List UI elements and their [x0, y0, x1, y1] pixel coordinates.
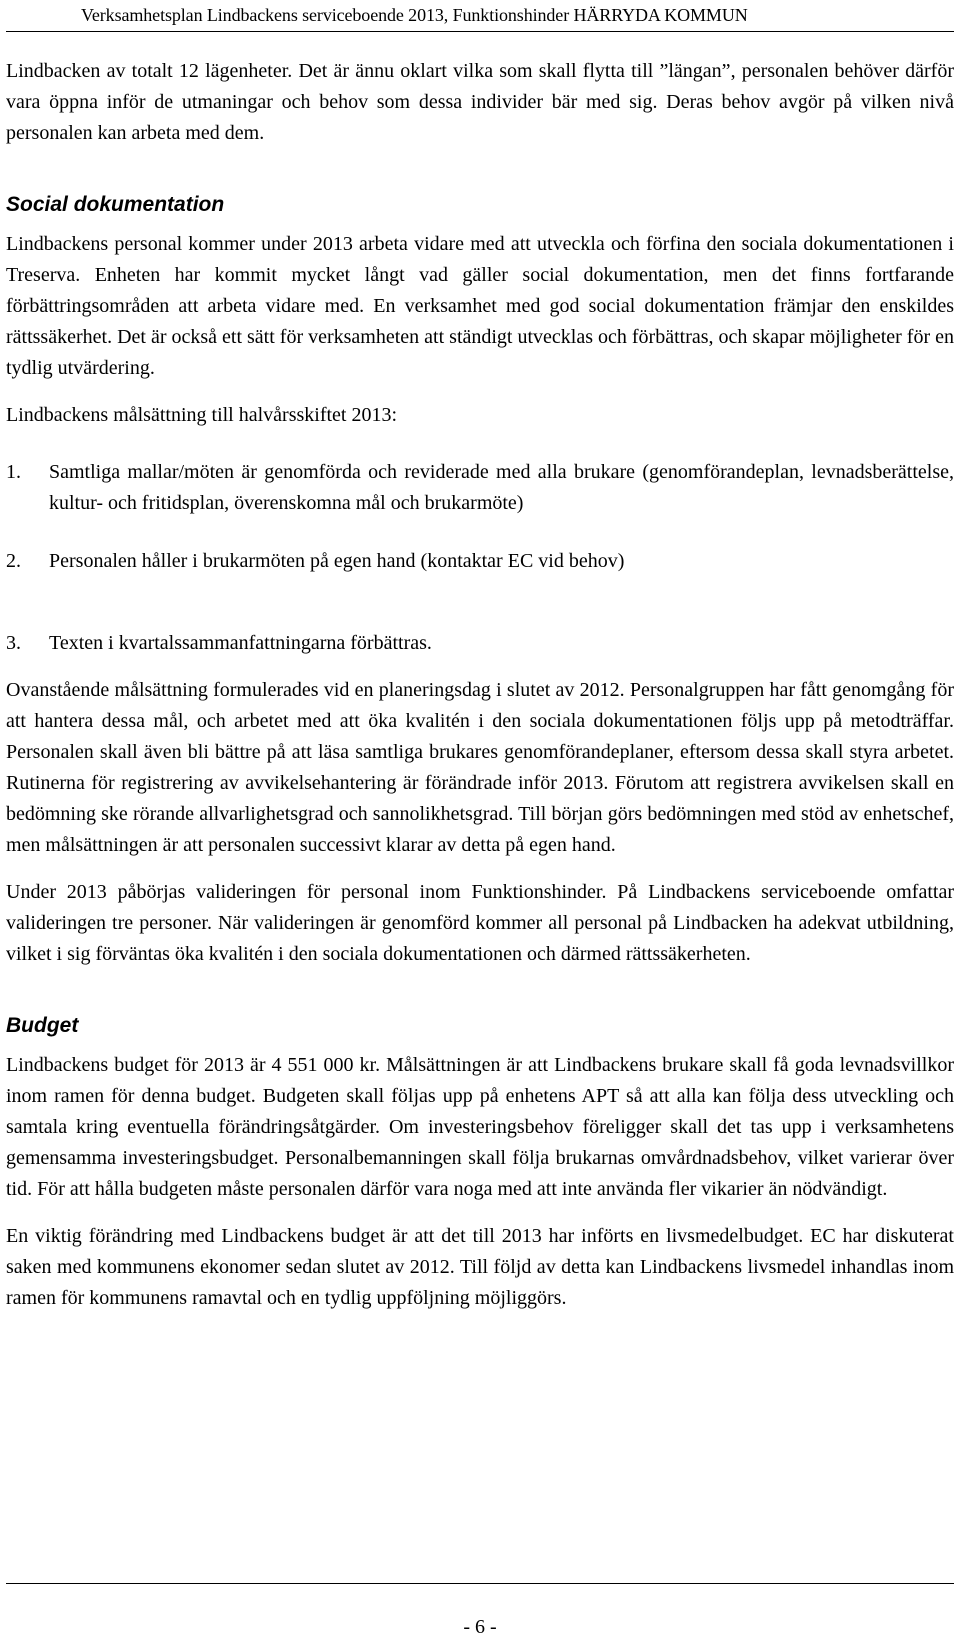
list-item-text: Samtliga mallar/möten är genomförda och reviderade med alla brukare (genomförandeplan, levnadsberättelse, kultur- och fritidsplan, överenskomna mål och brukarmöte) [49, 461, 954, 514]
section-heading-social-documentation: Social dokumentation [6, 193, 225, 216]
intro-paragraph: Lindbacken av totalt 12 lägenheter. Det är ännu oklart vilka som skall flytta till ”längan”, personalen behöver därför vara öppna inför de utmaningar och behov som dessa individer bär med sig. Deras behov avgör på vilken nivå personalen kan arbeta med dem. [6, 60, 954, 144]
footer-divider [6, 1583, 954, 1584]
goals-followup-paragraph: Ovanstående målsättning formulerades vid en planeringsdag i slutet av 2012. Personalgruppen har fått genomgång för att hantera dessa mål, och arbetet med att öka kvalitén i den sociala dokumentationen följs upp på metodträffar. Personalen skall även bli bättre på att läsa samtliga brukares genomförandeplaner, eftersom dessa skall styra arbetet. Rutinerna för registrering av avvikelsehantering är förändrade inför 2013. Förutom att registrera avvikelsen skall en bedömning ske rörande allvarlighetsgrad och sannolikhetsgrad. Till början görs bedömningen med stöd av enhetschef, men målsättningen är att personalen successivt klarar av detta på egen hand. [6, 679, 954, 856]
running-header: Verksamhetsplan Lindbackens serviceboende 2013, Funktionshinder HÄRRYDA KOMMUN [81, 5, 748, 25]
list-item-text: Personalen håller i brukarmöten på egen hand (kontaktar EC vid behov) [49, 550, 625, 572]
list-item-number: 3. [6, 632, 21, 654]
goals-list [6, 457, 954, 659]
social-documentation-paragraph: Lindbackens personal kommer under 2013 arbeta vidare med att utveckla och förfina den sociala dokumentationen i Treserva. Enheten har kommit mycket långt vad gäller social dokumentation, men det finns fortfarande förbättringsområden att arbeta vidare med. En verksamhet med god social dokumentation främjar den enskildes rättssäkerhet. Det är också ett sätt för verksamheten att ständigt utvecklas och förbättras, och skapar möjligheter för en tydlig utvärdering. [6, 233, 954, 379]
list-item [6, 546, 954, 577]
document-page [6, 0, 954, 1646]
section-heading-budget: Budget [6, 1014, 79, 1037]
list-item [6, 457, 954, 519]
validation-paragraph: Under 2013 påbörjas valideringen för personal inom Funktionshinder. På Lindbackens serviceboende omfattar valideringen tre personer. När valideringen är genomförd kommer all personal på Lindbacken ha adekvat utbildning, vilket i sig förväntas öka kvalitén i den sociala dokumentationen och därmed rättssäkerheten. [6, 881, 954, 965]
goals-intro: Lindbackens målsättning till halvårsskiftet 2013: [6, 404, 398, 426]
budget-paragraph: Lindbackens budget för 2013 är 4 551 000 kr. Målsättningen är att Lindbackens brukare skall få goda levnadsvillkor inom ramen för denna budget. Budgeten skall följas upp på enhetens APT så att alla kan följa dess utveckling och samtala kring eventuella förändringsåtgärder. Om investeringsbehov föreligger skall det tas upp i verksamhetens gemensamma investeringsbudget. Personalbemanningen skall följa brukarnas omvårdnadsbehov, vilket varierar över tid. För att hålla budgeten måste personalen därför vara noga med att inte använda fler vikarier än nödvändigt. [6, 1054, 954, 1200]
list-item-text: Texten i kvartalssammanfattningarna förbättras. [49, 632, 432, 654]
list-item-number: 2. [6, 550, 21, 572]
food-budget-paragraph: En viktig förändring med Lindbackens budget är att det till 2013 har införts en livsmedelbudget. EC har diskuterat saken med kommunens ekonomer sedan slutet av 2012. Till följd av detta kan Lindbackens livsmedel inhandlas inom ramen för kommunens ramavtal och en tydlig uppföljning möjliggörs. [6, 1225, 954, 1309]
header-divider [6, 31, 954, 32]
page-number: - 6 - [463, 1616, 497, 1638]
list-item-number: 1. [6, 461, 21, 483]
list-item [6, 628, 954, 659]
page-content [6, 56, 954, 1314]
